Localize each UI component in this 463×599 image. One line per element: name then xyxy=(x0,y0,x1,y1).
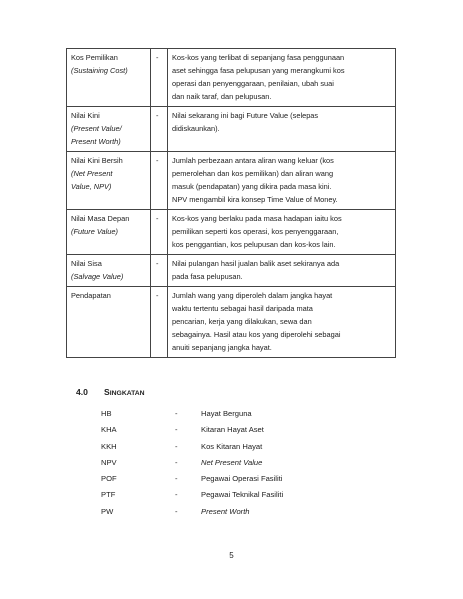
abbreviation-dash: - xyxy=(175,506,178,516)
definition-line: Jumlah wang yang diperoleh dalam jangka hayat xyxy=(172,291,333,300)
definition-line: masuk (pendapatan) yang dikira pada masa kini. xyxy=(172,182,332,191)
abbreviation-row xyxy=(101,487,361,503)
abbreviation-code: POF xyxy=(101,474,117,484)
glossary-row xyxy=(67,107,396,152)
glossary-table xyxy=(66,48,396,358)
abbreviation-meaning: Present Worth xyxy=(201,506,250,516)
glossary-definition xyxy=(168,152,396,210)
glossary-dash: - xyxy=(151,49,168,107)
section-number: 4.0 xyxy=(76,387,88,397)
definition-line: Nilai sekarang ini bagi Future Value (selepas xyxy=(172,111,319,120)
abbreviation-dash: - xyxy=(175,425,178,435)
abbreviation-code: HB xyxy=(101,409,112,418)
abbreviation-meaning: Kos Kitaran Hayat xyxy=(201,441,263,451)
glossary-row xyxy=(67,255,396,287)
glossary-term xyxy=(67,287,151,358)
definition-line: kos penggantian, kos pelupusan dan kos-kos lain. xyxy=(172,240,336,249)
abbreviation-meaning: Hayat Berguna xyxy=(201,409,252,418)
glossary-dash: - xyxy=(151,210,168,255)
abbreviation-row xyxy=(101,455,361,471)
abbreviation-row xyxy=(101,406,361,422)
abbreviation-code: NPV xyxy=(101,457,117,467)
definition-line: anuiti sepanjang jangka hayat. xyxy=(172,343,272,352)
glossary-row xyxy=(67,152,396,210)
definition-line: pemerolehan dan kos pemilikan) dan aliran wang xyxy=(172,169,334,178)
abbreviation-dash: - xyxy=(175,474,178,484)
term-line: Nilai Sisa xyxy=(71,259,102,268)
definition-line: Kos-kos yang terlibat di sepanjang fasa penggunaan xyxy=(172,53,345,62)
section-title-initial: S xyxy=(104,387,110,397)
definition-line: sebagainya. Hasil atau kos yang diperolehi sebagai xyxy=(172,330,341,339)
term-line: (Future Value) xyxy=(71,227,118,236)
glossary-dash: - xyxy=(151,287,168,358)
abbreviation-meaning: Pegawai Operasi Fasiliti xyxy=(201,474,283,484)
glossary-term xyxy=(67,255,151,287)
abbreviation-meaning: Pegawai Teknikal Fasiliti xyxy=(201,490,284,500)
glossary-dash: - xyxy=(151,107,168,152)
definition-line: pencarian, kerja yang dilakukan, sewa dan xyxy=(172,317,312,326)
term-line: (Sustaining Cost) xyxy=(71,66,128,75)
term-line: (Salvage Value) xyxy=(71,272,124,281)
section-title-rest: INGKATAN xyxy=(109,390,145,397)
abbreviation-row xyxy=(101,504,361,520)
definition-line: didiskaunkan). xyxy=(172,124,220,133)
definition-line: Nilai pulangan hasil jualan balik aset sekiranya ada xyxy=(172,259,340,268)
abbreviation-dash: - xyxy=(175,490,178,500)
definition-line: pemilikan seperti kos operasi, kos penyenggaraan, xyxy=(172,227,339,236)
glossary-term xyxy=(67,152,151,210)
abbreviation-row xyxy=(101,422,361,438)
term-line: (Net Present xyxy=(71,169,113,178)
definition-line: operasi dan penyenggaraan, penilaian, ubah suai xyxy=(172,79,334,88)
term-line: Nilai Kini xyxy=(71,111,100,120)
term-line: Kos Pemilikan xyxy=(71,53,118,62)
abbreviation-dash: - xyxy=(175,457,178,467)
glossary-row xyxy=(67,210,396,255)
glossary-definition xyxy=(168,49,396,107)
glossary-definition xyxy=(168,255,396,287)
definition-line: Kos-kos yang berlaku pada masa hadapan iaitu kos xyxy=(172,214,342,223)
glossary-definition xyxy=(168,107,396,152)
term-line: Present Worth) xyxy=(71,137,121,146)
glossary-term xyxy=(67,107,151,152)
abbreviation-row xyxy=(101,439,361,455)
abbreviation-code: KKH xyxy=(101,441,117,451)
definition-line: dan naik taraf, dan pelupusan. xyxy=(172,92,272,101)
glossary-dash: - xyxy=(151,255,168,287)
glossary-term xyxy=(67,49,151,107)
term-line: Value, NPV) xyxy=(71,182,112,191)
abbreviation-row xyxy=(101,471,361,487)
term-line: Nilai Masa Depan xyxy=(71,214,130,223)
abbreviation-meaning: Kitaran Hayat Aset xyxy=(201,425,264,435)
definition-line: aset sehingga fasa pelupusan yang merangkumi kos xyxy=(172,66,345,75)
page-number: 5 xyxy=(229,551,234,560)
definition-line: pada fasa pelupusan. xyxy=(172,272,243,281)
abbreviation-meaning: Net Present Value xyxy=(201,457,263,467)
term-line: Pendapatan xyxy=(71,291,111,300)
definition-line: NPV mengambil kira konsep Time Value of Money. xyxy=(172,195,338,204)
glossary-definition xyxy=(168,210,396,255)
term-line: (Present Value/ xyxy=(71,124,122,133)
definition-line: waktu tertentu sebagai hasil daripada mata xyxy=(172,304,313,313)
section-heading xyxy=(76,387,145,397)
definition-line: Jumlah perbezaan antara aliran wang keluar (kos xyxy=(172,156,334,165)
term-line: Nilai Kini Bersih xyxy=(71,156,123,165)
glossary-row xyxy=(67,287,396,358)
abbreviation-list xyxy=(101,406,361,520)
abbreviation-code: PW xyxy=(101,506,114,516)
abbreviation-code: PTF xyxy=(101,490,116,500)
abbreviation-code: KHA xyxy=(101,425,117,435)
abbreviation-dash: - xyxy=(175,409,178,418)
glossary-row xyxy=(67,49,396,107)
glossary-term xyxy=(67,210,151,255)
glossary-dash: - xyxy=(151,152,168,210)
abbreviation-dash: - xyxy=(175,441,178,451)
glossary-definition xyxy=(168,287,396,358)
